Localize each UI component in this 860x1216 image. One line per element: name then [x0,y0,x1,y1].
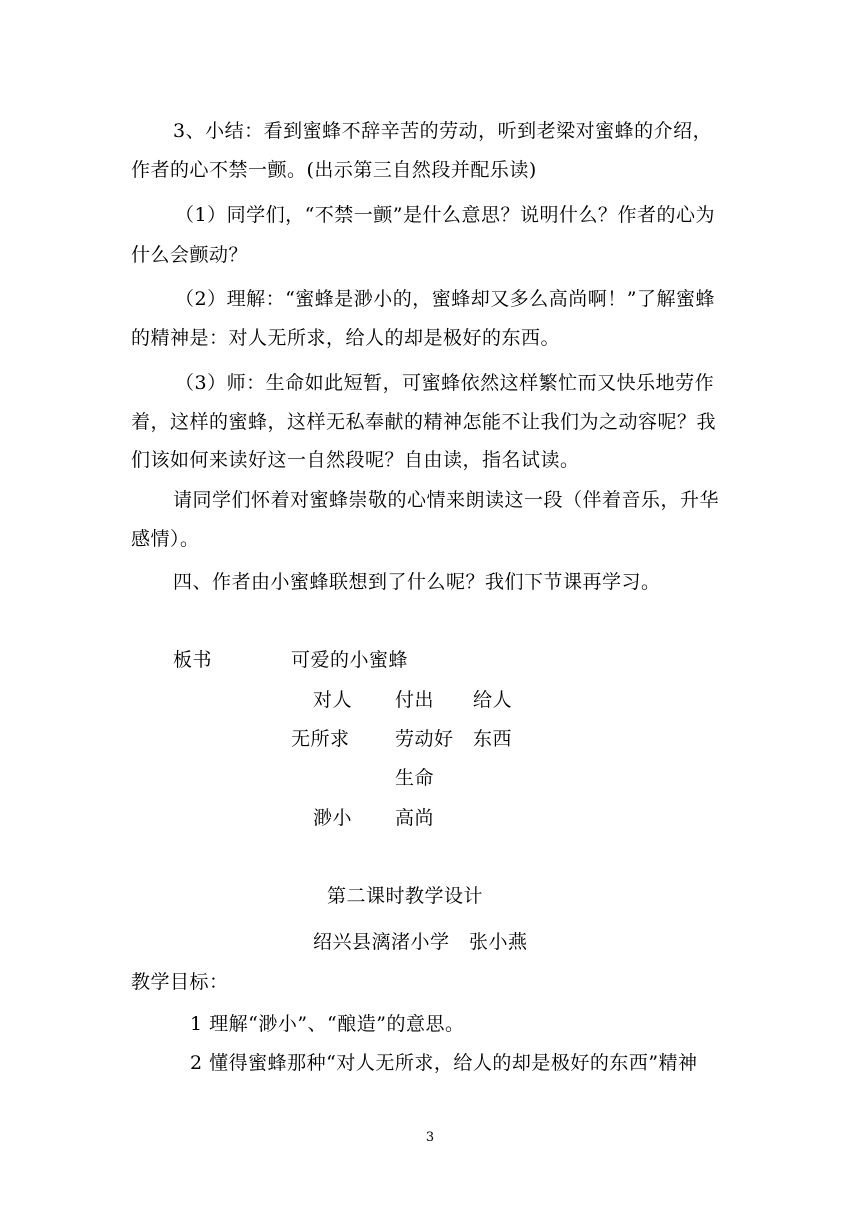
board-row2-col3: 东西 [473,728,513,750]
board-row2-col1: 无所求 [291,728,350,750]
section-four: 四、作者由小蜜蜂联想到了什么呢？我们下节课再学习。 [173,571,661,593]
reading-line-1: 请同学们怀着对蜜蜂崇敬的心情来朗读这一段（伴着音乐，升华 [173,489,720,511]
summary-line-2: 作者的心不禁一颤。(出示第三自然段并配乐读) [131,159,537,181]
board-row3-col2: 生命 [395,767,435,789]
question-3-line-2: 着，这样的蜜蜂，这样无私奉献的精神怎能不让我们为之动容呢？我 [131,411,717,433]
board-row4-col1: 渺小 [313,807,353,829]
lesson2-author: 绍兴县漓渚小学 张小燕 [313,931,528,953]
board-row4-col2: 高尚 [395,807,435,829]
page-number: 3 [425,1130,435,1145]
goal-2: 2 懂得蜜蜂那种“对人无所求，给人的却是极好的东西”精神 [190,1052,698,1074]
reading-line-2: 感情）。 [131,528,200,550]
lesson2-title: 第二课时教学设计 [327,885,484,907]
summary-line-1: 3、小结：看到蜜蜂不辞辛苦的劳动，听到老梁对蜜蜂的介绍， [173,120,713,142]
board-row1-col1: 对人 [313,689,353,711]
board-row1-col2: 付出 [395,689,435,711]
question-1-line-1: （1）同学们，“不禁一颤”是什么意思？说明什么？作者的心为 [175,204,716,226]
board-label: 板书 [173,649,213,671]
question-2-line-2: 的精神是：对人无所求，给人的却是极好的东西。 [131,327,561,349]
board-row1-col3: 给人 [473,689,513,711]
question-1-line-2: 什么会颤动？ [131,244,249,266]
question-3-line-3: 们该如何来读好这一自然段呢？自由读，指名试读。 [131,449,580,471]
goals-label: 教学目标： [131,971,229,993]
board-row2-col2: 劳动好 [395,728,454,750]
goal-1: 1 理解“渺小”、“酿造”的意思。 [190,1013,465,1035]
question-2-line-1: （2）理解：“蜜蜂是渺小的，蜜蜂却又多么高尚啊！”了解蜜蜂 [175,288,716,310]
question-3-line-1: （3）师：生命如此短暂，可蜜蜂依然这样繁忙而又快乐地劳作 [175,372,715,394]
board-title: 可爱的小蜜蜂 [291,649,409,671]
